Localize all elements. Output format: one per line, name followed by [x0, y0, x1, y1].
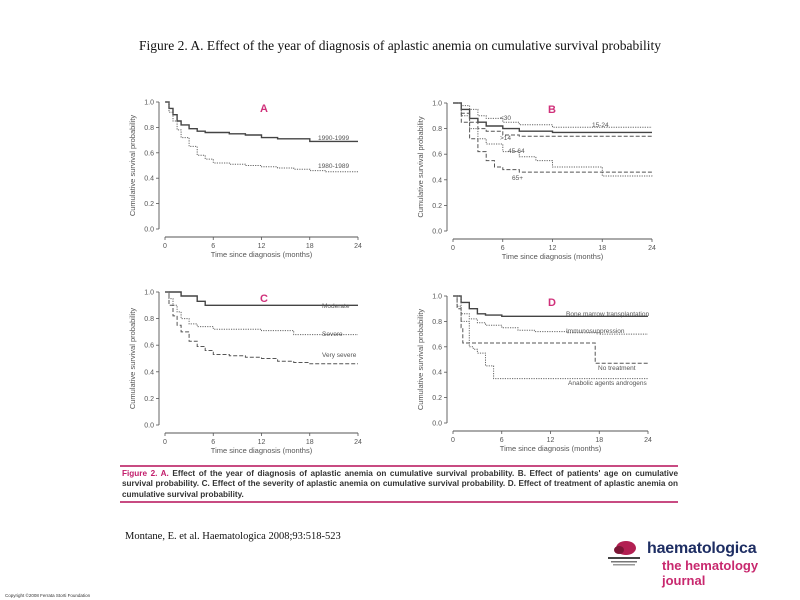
panel-a-x-axis-label: Time since diagnosis (months)	[210, 250, 313, 259]
panel-b-x-axis-label: Time since diagnosis (months)	[501, 252, 604, 261]
panel-c-y-tick-label: 0.6	[144, 342, 154, 350]
slide-title: Figure 2. A. Effect of the year of diagnosis of aplastic anemia on cumulative survival probability	[139, 38, 661, 53]
journal-tagline: the hematology journal	[662, 558, 759, 588]
panel-d-y-tick-label: 1.0	[432, 293, 442, 301]
panel-a-y-axis-label: Cumulative survival probability	[128, 114, 137, 217]
panel-b-series-label: 65+	[512, 175, 524, 182]
panel-c-x-tick-label: 12	[257, 439, 266, 446]
panel-b-y-tick-label: 0.4	[432, 177, 442, 185]
panel-b-y-tick-label: 0.8	[432, 126, 442, 134]
panel-d-y-tick-label: 0.4	[432, 369, 442, 377]
citation: Montane, E. et al. Haematologica 2008;93:518-523	[125, 531, 341, 542]
panel-a-series-label: 1980-1989	[318, 163, 350, 170]
panel-d-letter: D	[548, 297, 556, 309]
panel-d-series-label: Bone marrow transplantation	[566, 311, 650, 318]
panel-b-x-tick-label: 24	[648, 245, 656, 252]
panel-a-x-tick-label: 24	[354, 243, 362, 250]
panel-c-x-tick-label: 24	[354, 439, 362, 446]
panel-d-y-axis-label: Cumulative survival probability	[416, 308, 425, 411]
panel-a-y-tick-label: 0.4	[144, 175, 154, 183]
panel-a-y-tick-label: 0.8	[144, 124, 154, 132]
panel-c-x-tick-label: 18	[305, 439, 314, 446]
panel-c-y-tick-label: 0.0	[144, 422, 154, 430]
panel-d-series-label: No treatment	[598, 365, 636, 372]
panel-d-x-axis-label: Time since diagnosis (months)	[499, 444, 602, 453]
panel-c-y-tick-label: 0.4	[144, 369, 154, 377]
panel-d-y-tick-label: 0.8	[432, 318, 442, 326]
panel-b-y-tick-label: 0.0	[432, 228, 442, 236]
panel-b-letter: B	[548, 104, 556, 116]
panel-c-x-tick-label: 6	[211, 439, 216, 446]
panel-d-series-label: Anabolic agents androgens	[568, 380, 647, 387]
panel-d-y-tick-label: 0.0	[432, 420, 442, 428]
panel-d-y-tick-label: 0.6	[432, 344, 442, 352]
panel-c-y-tick-label: 0.8	[144, 316, 154, 324]
panel-d-x-tick-label: 0	[451, 437, 455, 444]
panel-b-x-tick-label: 0	[451, 245, 455, 252]
panel-b-x-tick-label: 18	[598, 245, 607, 252]
panel-c-x-axis-label: Time since diagnosis (months)	[210, 446, 313, 455]
panel-b-y-tick-label: 0.6	[432, 151, 442, 159]
panel-c-y-axis-label: Cumulative survival probability	[128, 307, 137, 410]
panel-a-y-tick-label: 0.0	[144, 226, 154, 234]
panel-c-y-tick-label: 1.0	[144, 289, 154, 297]
panel-a-x-tick-label: 12	[257, 243, 266, 250]
panel-c-y-tick-label: 0.2	[144, 395, 154, 403]
panel-a-x-tick-label: 6	[211, 243, 216, 250]
panel-a-x-tick-label: 18	[305, 243, 314, 250]
society-logo-icon	[605, 539, 643, 569]
panel-a-letter: A	[260, 103, 268, 115]
panel-d-y-tick-label: 0.2	[432, 395, 442, 403]
panel-d-x-tick-label: 12	[546, 437, 555, 444]
panel-d-x-tick-label: 24	[644, 437, 652, 444]
caption-body: Effect of the year of diagnosis of aplastic anemia on cumulative survival probability. B. Effect of patients' age on cumulative survival probability. C. Effect of the severity of aplastic anemia on cumulative survival probability. D. Effect of treatment of aplastic anemia on cumulative survival probability.	[122, 469, 678, 499]
panel-d-x-tick-label: 6	[499, 437, 504, 444]
panel-a-y-tick-label: 0.2	[144, 201, 154, 209]
panel-b-series-label: 45-64	[508, 148, 525, 155]
panel-b-y-tick-label: 0.2	[432, 202, 442, 210]
panel-d-x-tick-label: 18	[595, 437, 604, 444]
figure-caption	[122, 469, 678, 500]
panel-b-series-label: 15-24	[592, 122, 609, 129]
panel-c-x-tick-label: 0	[163, 439, 167, 446]
panel-b-series-label: >14	[500, 135, 512, 142]
panel-b-y-axis-label: Cumulative survival probability	[416, 116, 425, 218]
panel-a-y-tick-label: 0.6	[144, 150, 154, 158]
panel-c-series-label: Very severe	[322, 352, 357, 359]
panel-c-letter: C	[260, 293, 268, 305]
caption-bottom-rule	[120, 501, 678, 503]
copyright-notice: Copyright ©2008 Ferrata Storti Foundation	[5, 593, 91, 598]
panel-a-x-tick-label: 0	[163, 243, 167, 250]
panel-a-series-label: 1990-1999	[318, 135, 350, 142]
panel-b-x-tick-label: 12	[548, 245, 557, 252]
caption-label: Figure 2. A.	[122, 469, 169, 478]
panel-b-series-label: <30	[500, 115, 512, 122]
haematologica-wordmark: haematologica	[647, 540, 757, 557]
panel-c-series-label: Moderate	[322, 303, 350, 310]
caption-top-rule	[120, 465, 678, 467]
panel-c-series-label: Severe	[322, 331, 343, 338]
panel-b-y-tick-label: 1.0	[432, 100, 442, 108]
panel-b-x-tick-label: 6	[500, 245, 505, 252]
panel-a-y-tick-label: 1.0	[144, 99, 154, 107]
panel-d-series-label: Immunosuppression	[566, 328, 625, 335]
